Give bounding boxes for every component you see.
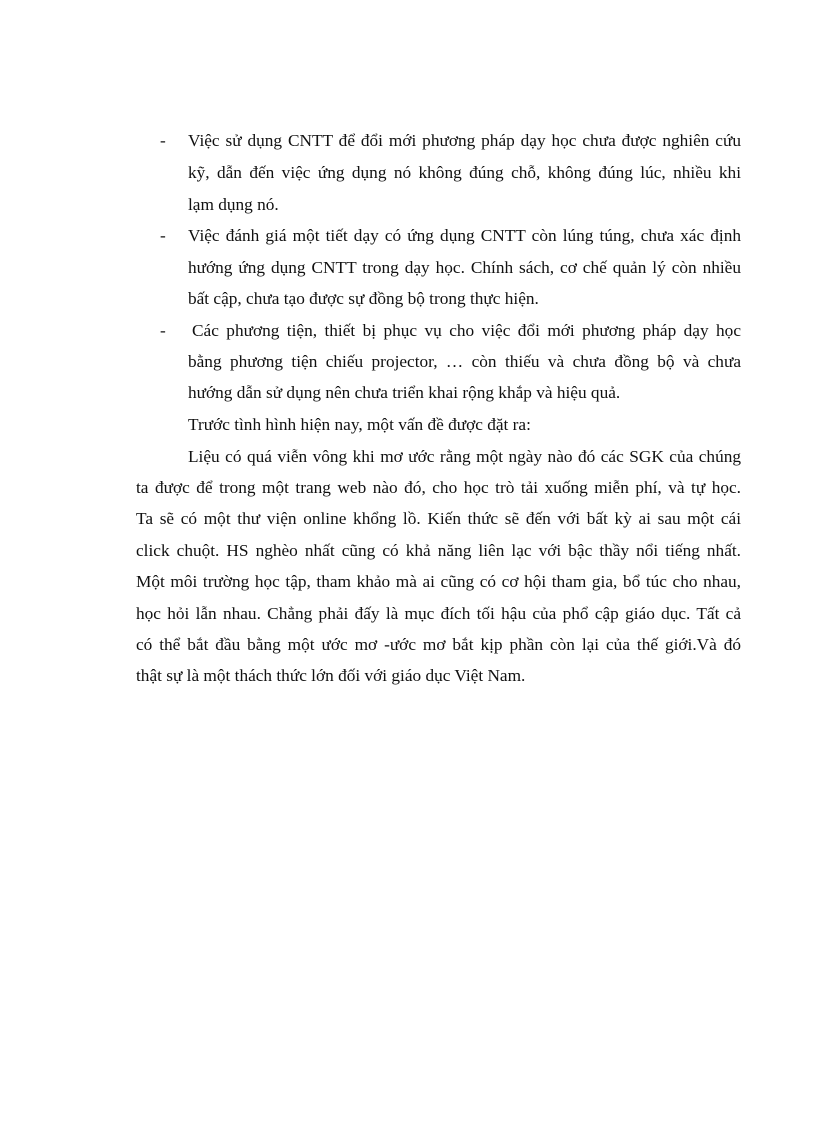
bullet-marker: - [160, 321, 166, 340]
bullet-3-line-2: bằng phương tiện chiếu projector, … còn thiếu và chưa đồng bộ và chưa [188, 352, 741, 371]
paragraph-line: Một môi trường học tập, tham khảo mà ai cũng có cơ hội tham gia, bổ túc cho nhau, [136, 572, 741, 591]
bullet-marker: - [160, 131, 166, 150]
bullet-2-line-1: Việc đánh giá một tiết dạy có ứng dụng CNTT còn lúng túng, chưa xác định [188, 226, 741, 245]
paragraph-line: click chuột. HS nghèo nhất cũng có khả năng liên lạc với bậc thầy nổi tiếng nhất. [136, 541, 741, 560]
paragraph-line: học hỏi lẫn nhau. Chẳng phải đấy là mục đích tối hậu của phổ cập giáo dục. Tất cả [136, 604, 741, 623]
paragraph-line: có thể bắt đầu bằng một ước mơ -ước mơ bắt kịp phần còn lại của thế giới.Và đó [136, 635, 741, 654]
bullet-1-line-3: lạm dụng nó. [188, 195, 279, 214]
bullet-3-line-1: Các phương tiện, thiết bị phục vụ cho việc đổi mới phương pháp dạy học [192, 321, 741, 340]
bullet-3-line-3: hướng dẫn sử dụng nên chưa triển khai rộng khắp và hiệu quả. [188, 383, 621, 402]
bullet-2-line-3: bất cập, chưa tạo được sự đồng bộ trong thực hiện. [188, 289, 539, 308]
paragraph-line: Liệu có quá viễn vông khi mơ ước rằng một ngày nào đó các SGK của chúng [188, 447, 741, 466]
paragraph-line: thật sự là một thách thức lớn đối với giáo dục Việt Nam. [136, 666, 526, 685]
bullet-2-line-2: hướng ứng dụng CNTT trong dạy học. Chính sách, cơ chế quản lý còn nhiều [188, 258, 741, 277]
bullet-1-line-2: kỹ, dẫn đến việc ứng dụng nó không đúng chỗ, không đúng lúc, nhiều khi [188, 163, 741, 182]
bullet-marker: - [160, 226, 166, 245]
paragraph-line: ta được để trong một trang web nào đó, cho học trò tải xuống miễn phí, và tự học. [136, 478, 741, 497]
paragraph-line: Ta sẽ có một thư viện online khổng lồ. Kiến thức sẽ đến với bất kỳ ai sau một cái [136, 509, 741, 528]
intro-line: Trước tình hình hiện nay, một vấn đề được đặt ra: [188, 415, 531, 434]
bullet-1-line-1: Việc sử dụng CNTT để đổi mới phương pháp dạy học chưa được nghiên cứu [188, 131, 741, 150]
